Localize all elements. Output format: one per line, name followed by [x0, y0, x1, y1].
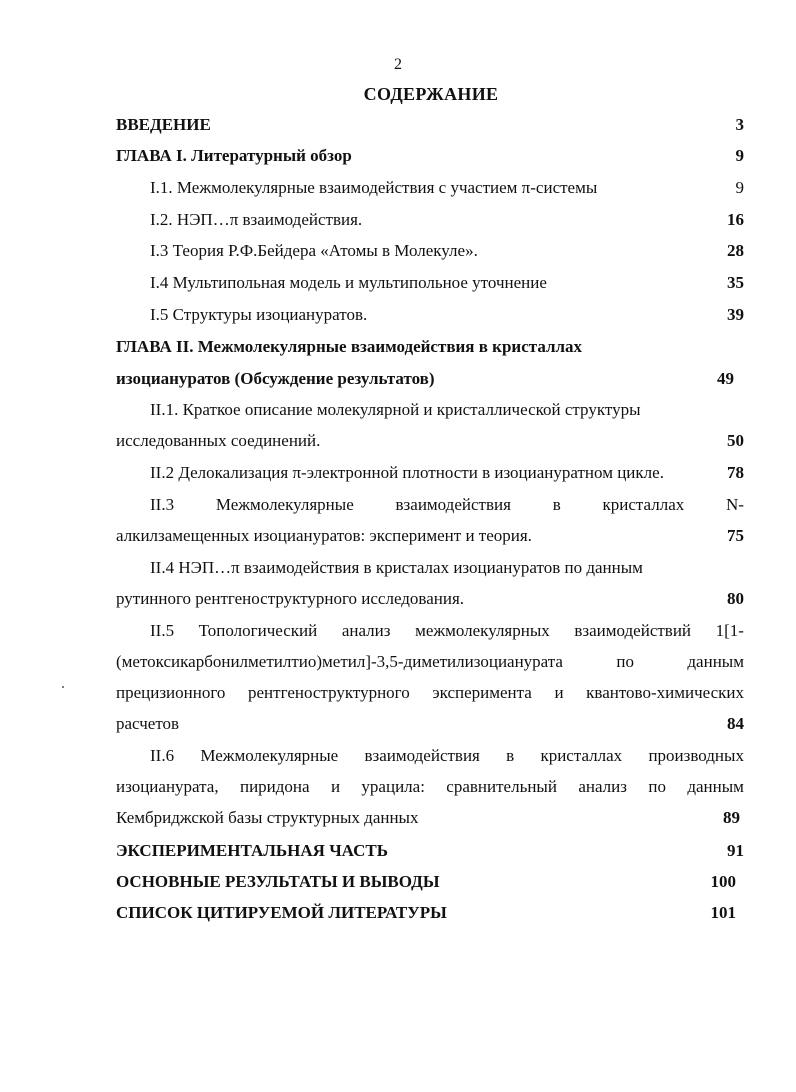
toc-word: Межмолекулярные [215, 495, 354, 514]
toc-page: 50 [727, 431, 744, 450]
toc-entry-2-5-line2[interactable] [116, 651, 744, 673]
toc-word: данным [687, 652, 744, 671]
toc-entry-2-5-line4[interactable] [0, 713, 796, 735]
toc-label: изоциануратов (Обсуждение результатов) [116, 369, 435, 388]
toc-label: II.1. Краткое описание молекулярной и кристаллической структуры [150, 400, 641, 419]
toc-word: рентгеноструктурного [248, 683, 410, 702]
toc-word: данным [687, 777, 744, 796]
toc-entry-2-4[interactable] [0, 557, 796, 579]
toc-entry-2-6-line3[interactable] [0, 807, 796, 829]
toc-word: 1[1- [715, 621, 744, 640]
toc-entry-2-3-cont[interactable] [0, 525, 796, 547]
toc-entry-2-2[interactable] [0, 462, 796, 484]
toc-entry-2-3[interactable] [150, 494, 744, 516]
toc-entry-2-6-line2[interactable] [116, 776, 744, 798]
toc-page: 39 [727, 305, 744, 324]
scan-speck [62, 686, 64, 688]
toc-word: производных [648, 746, 744, 765]
toc-word: анализ [341, 621, 391, 640]
toc-word: кристаллах [540, 746, 623, 765]
toc-label: I.5 Структуры изоциануратов. [150, 305, 368, 324]
toc-label: I.2. НЭП…π взаимодействия. [150, 210, 363, 229]
toc-word: II.5 [150, 621, 175, 640]
toc-label: II.2 Делокализация π-электронной плотности в изоциануратном цикле. [150, 463, 664, 482]
toc-page: 101 [710, 903, 736, 922]
toc-word: квантово-химических [586, 683, 744, 702]
toc-page: 84 [727, 714, 744, 733]
toc-label: ОСНОВНЫЕ РЕЗУЛЬТАТЫ И ВЫВОДЫ [116, 872, 440, 891]
toc-entry-1-5[interactable] [0, 304, 796, 326]
toc-label: I.4 Мультипольная модель и мультипольное уточнение [150, 273, 547, 292]
toc-entry-2-4-cont[interactable] [0, 588, 796, 610]
toc-word: и [330, 777, 341, 796]
toc-word: кристаллах [602, 495, 685, 514]
toc-entry-2-5[interactable] [150, 620, 744, 642]
toc-label: ВВЕДЕНИЕ [116, 115, 211, 134]
toc-entry-1-4[interactable] [0, 272, 796, 294]
toc-entry-references[interactable] [0, 902, 796, 924]
toc-entry-2-1-cont[interactable] [0, 430, 796, 452]
toc-word: по [616, 652, 634, 671]
toc-label: алкилзамещенных изоциануратов: эксперимент и теория. [116, 526, 532, 545]
toc-word: анализ [578, 777, 627, 796]
toc-entry-chapter2[interactable] [0, 336, 796, 358]
toc-word: в [506, 746, 515, 765]
toc-page: 78 [727, 463, 744, 482]
toc-entry-2-1[interactable] [0, 399, 796, 421]
toc-entry-intro[interactable] [0, 114, 796, 136]
toc-entry-chapter2-cont[interactable] [0, 368, 796, 390]
toc-word: прецизионного [116, 683, 226, 702]
toc-entry-2-5-line3[interactable] [116, 682, 744, 704]
page-number: 2 [394, 56, 402, 73]
toc-label: ГЛАВА I. Литературный обзор [116, 146, 352, 165]
toc-page: 91 [727, 841, 744, 860]
toc-word: II.6 [150, 746, 175, 765]
toc-word: в [552, 495, 561, 514]
toc-word: межмолекулярных [415, 621, 550, 640]
toc-page: 35 [727, 273, 744, 292]
toc-entry-2-6[interactable] [150, 745, 744, 767]
toc-label: ЭКСПЕРИМЕНТАЛЬНАЯ ЧАСТЬ [116, 841, 388, 860]
toc-word: N- [726, 495, 744, 514]
toc-label: рутинного рентгеноструктурного исследования. [116, 589, 465, 608]
toc-word: взаимодействия [395, 495, 511, 514]
toc-label: расчетов [116, 714, 180, 733]
toc-page: 89 [723, 808, 740, 827]
toc-entry-experimental[interactable] [0, 840, 796, 862]
toc-entry-chapter1[interactable] [0, 145, 796, 167]
toc-entry-1-3[interactable] [0, 240, 796, 262]
toc-label: Кембриджской базы структурных данных [116, 808, 419, 827]
toc-word: II.3 [150, 495, 175, 514]
toc-word: пиридона [239, 777, 310, 796]
toc-word: эксперимента [432, 683, 532, 702]
toc-label: II.4 НЭП…π взаимодействия в кристалах изоциануратов по данным [150, 558, 643, 577]
toc-word: урацила: [361, 777, 425, 796]
toc-word: Межмолекулярные [200, 746, 339, 765]
toc-word: взаимодействия [364, 746, 480, 765]
toc-page: 100 [710, 872, 736, 891]
toc-page: 9 [735, 178, 744, 197]
toc-label: I.3 Теория Р.Ф.Бейдера «Атомы в Молекуле». [150, 241, 478, 260]
toc-page: 75 [727, 526, 744, 545]
toc-page: 3 [735, 115, 744, 134]
toc-word: (метоксикарбонилметилтио)метил]-3,5-диметилизоцианурата [116, 652, 563, 671]
toc-word: изоцианурата, [116, 777, 219, 796]
toc-label: СПИСОК ЦИТИРУЕМОЙ ЛИТЕРАТУРЫ [116, 903, 447, 922]
toc-word: по [648, 777, 666, 796]
toc-entry-results[interactable] [0, 871, 796, 893]
toc-entry-1-1[interactable] [0, 177, 796, 199]
toc-page: 28 [727, 241, 744, 260]
toc-page: 80 [727, 589, 744, 608]
toc-word: взаимодействий [574, 621, 692, 640]
toc-page: 9 [735, 146, 744, 165]
toc-entry-1-2[interactable] [0, 209, 796, 231]
toc-label: ГЛАВА II. Межмолекулярные взаимодействия в кристаллах [116, 337, 583, 356]
toc-page: 16 [727, 210, 744, 229]
toc-label: исследованных соединений. [116, 431, 321, 450]
toc-page: 49 [717, 369, 734, 388]
toc-label: I.1. Межмолекулярные взаимодействия с участием π-системы [150, 178, 598, 197]
page-title: СОДЕРЖАНИЕ [363, 84, 499, 104]
toc-word: сравнительный [446, 777, 557, 796]
toc-word: и [554, 683, 564, 702]
toc-word: Топологический [198, 621, 318, 640]
